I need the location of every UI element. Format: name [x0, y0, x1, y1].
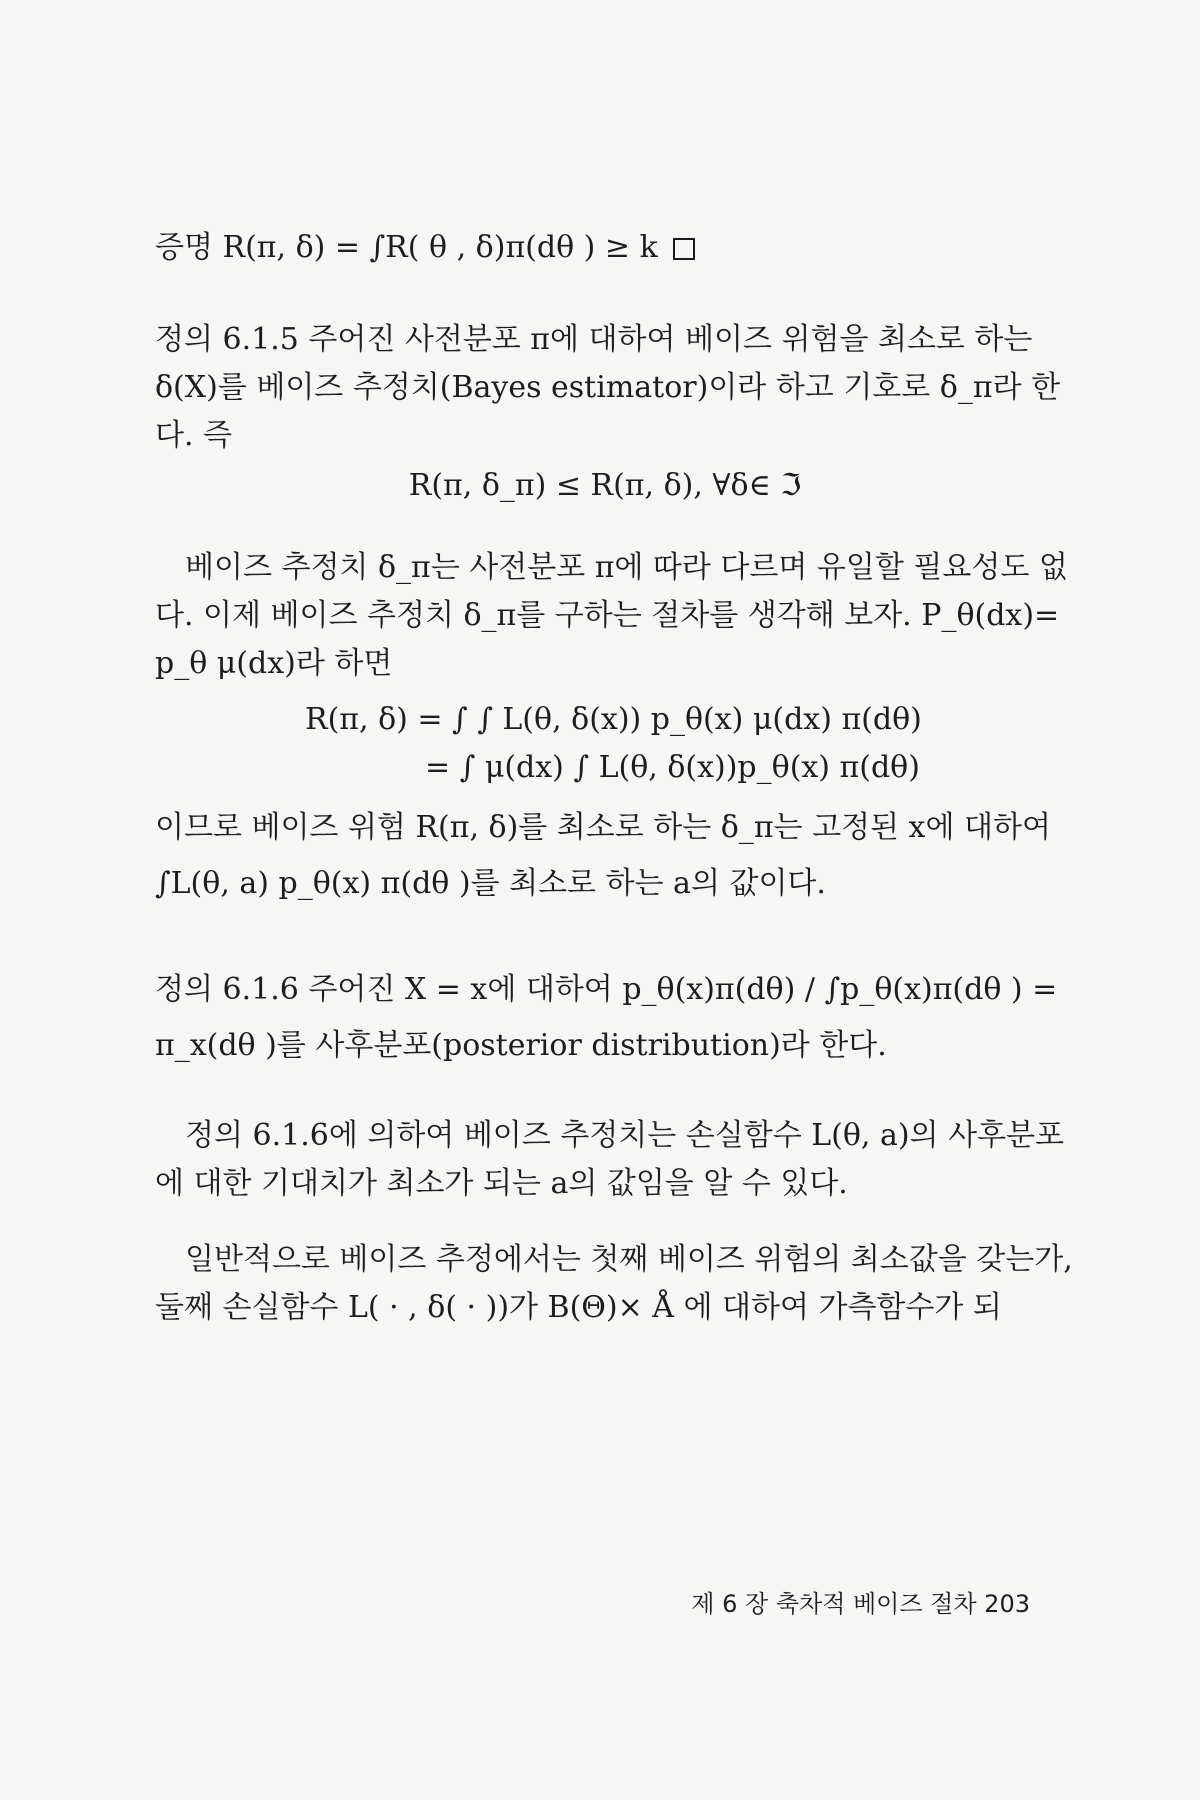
paragraph-4-line-2: 둘째 손실함수 L( · , δ( · ))가 B(Θ)× Å 에 대하여 가측함수가 되	[155, 1290, 1002, 1325]
definition-6-1-5-line-2: δ(X)를 베이즈 추정치(Bayes estimator)이라 하고 기호로 δ_π라 한	[155, 370, 1061, 405]
paragraph-1-line-3: p_θ μ(dx)라 하면	[155, 646, 393, 681]
equation-line-2: = ∫ μ(dx) ∫ L(θ, δ(x))p_θ(x) π(dθ)	[425, 750, 920, 785]
qed-box-icon	[673, 238, 695, 260]
paragraph-3-line-1: 정의 6.1.6에 의하여 베이즈 추정치는 손실함수 L(θ, a)의 사후분포	[185, 1118, 1064, 1153]
definition-6-1-5-equation: R(π, δ_π) ≤ R(π, δ), ∀δ∈ ℑ	[408, 468, 802, 503]
definition-6-1-6-line-2: π_x(dθ )를 사후분포(posterior distribution)라 한다.	[155, 1028, 887, 1063]
definition-6-1-5-line-3: 다. 즉	[155, 418, 233, 453]
paragraph-1-line-1: 베이즈 추정치 δ_π는 사전분포 π에 따라 다르며 유일할 필요성도 없	[185, 550, 1068, 585]
paragraph-4-line-1: 일반적으로 베이즈 추정에서는 첫째 베이즈 위험의 최소값을 갖는가,	[185, 1242, 1073, 1277]
page-footer: 제 6 장 축차적 베이즈 절차 203	[691, 1590, 1030, 1618]
paragraph-3-line-2: 에 대한 기대치가 최소가 되는 a의 값임을 알 수 있다.	[155, 1166, 848, 1201]
proof-line	[155, 228, 1055, 268]
paragraph-2-line-2: ∫L(θ, a) p_θ(x) π(dθ )를 최소로 하는 a의 값이다.	[155, 866, 826, 901]
proof-text: 증명 R(π, δ) = ∫R( θ , δ)π(dθ ) ≥ k	[155, 230, 658, 265]
paragraph-1-line-2: 다. 이제 베이즈 추정치 δ_π를 구하는 절차를 생각해 보자. P_θ(dx)=	[155, 598, 1060, 633]
equation-line-1: R(π, δ) = ∫ ∫ L(θ, δ(x)) p_θ(x) μ(dx) π(dθ)	[305, 702, 922, 737]
definition-6-1-6-line-1: 정의 6.1.6 주어진 X = x에 대하여 p_θ(x)π(dθ) / ∫p_θ(x)π(dθ ) =	[155, 972, 1058, 1007]
paragraph-2-line-1: 이므로 베이즈 위험 R(π, δ)를 최소로 하는 δ_π는 고정된 x에 대하여	[155, 810, 1051, 845]
definition-6-1-5-line-1: 정의 6.1.5 주어진 사전분포 π에 대하여 베이즈 위험을 최소로 하는	[155, 322, 1033, 357]
